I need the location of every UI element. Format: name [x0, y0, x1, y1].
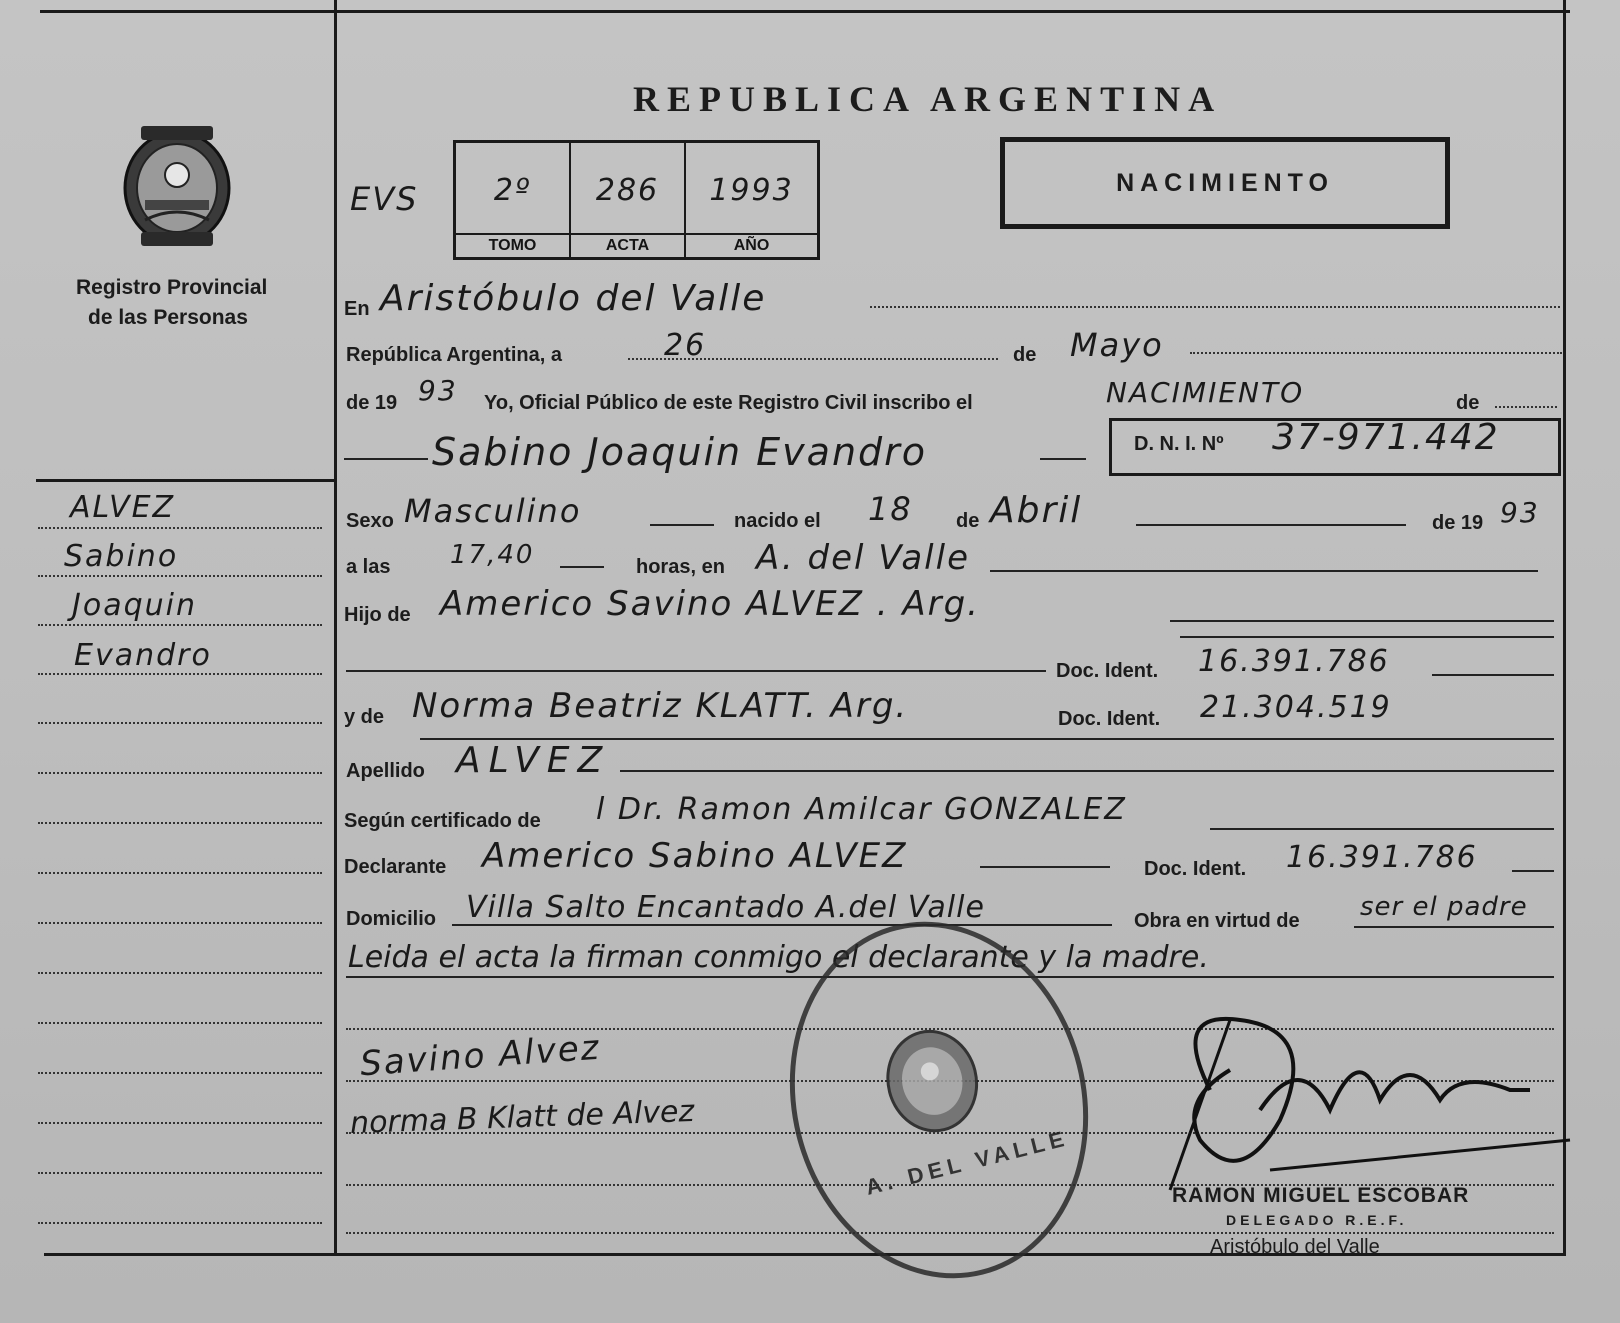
margin-line: [38, 872, 322, 874]
dni-value: 37-971.442: [1272, 417, 1500, 458]
father-doc: 16.391.786: [1198, 644, 1390, 679]
oficial-text: Yo, Oficial Público de este Registro Civil inscribo el: [484, 392, 973, 414]
sexo-label: Sexo: [346, 510, 394, 532]
margin-line: [38, 922, 322, 924]
tomo-label: TOMO: [456, 233, 569, 255]
stamp-place: A. DEL VALLE: [863, 1125, 1072, 1200]
ano-label: AÑO: [686, 233, 817, 255]
dni-label: D. N. I. Nº: [1134, 433, 1224, 455]
hour-value: 17,40: [450, 540, 535, 570]
apellido-label: Apellido: [346, 760, 425, 782]
ano-cell: [686, 143, 817, 257]
leida-text: Leida el acta la firman conmigo el declarante y la madre.: [348, 940, 1209, 975]
certificado-value: l Dr. Ramon Amilcar GONZALEZ: [596, 792, 1127, 827]
tomo-value: 2º: [493, 173, 532, 208]
en-label: En: [344, 298, 370, 320]
doc-label: Doc. Ident.: [1056, 660, 1159, 682]
day-value: 26: [664, 328, 707, 363]
horas-label: horas, en: [636, 556, 725, 578]
fill-line: [628, 358, 998, 360]
fill-line: [1210, 828, 1554, 830]
obra-label: Obra en virtud de: [1134, 910, 1300, 932]
declarante-doc: 16.391.786: [1286, 840, 1478, 875]
book-prefix: EVS: [350, 180, 419, 218]
record-type: NACIMIENTO: [1116, 168, 1334, 197]
page-title: REPUBLICA ARGENTINA: [633, 79, 1223, 119]
ano-value: 1993: [709, 173, 794, 208]
domicilio-label: Domicilio: [346, 908, 437, 930]
signature-declarante: Savino Alvez: [358, 1027, 602, 1085]
declarante-value: Americo Sabino ALVEZ: [482, 836, 908, 876]
place-value: Aristóbulo del Valle: [380, 278, 767, 319]
fill-line: [1512, 870, 1554, 872]
margin-line: [38, 1022, 322, 1024]
birth-day: 18: [868, 490, 913, 528]
apellido-value: ALVEZ: [456, 740, 611, 781]
margin-line: [38, 722, 322, 724]
fill-line: [1136, 524, 1406, 526]
margin-divider: [36, 479, 336, 482]
birth-year-suffix: 93: [1500, 496, 1540, 529]
stamp-seal-icon: [870, 1016, 994, 1147]
officer-place: Aristóbulo del Valle: [1210, 1236, 1380, 1258]
mother-doc: 21.304.519: [1200, 690, 1392, 725]
fill-line: [1170, 620, 1554, 622]
column-divider: [334, 0, 337, 1255]
margin-line: [38, 1222, 322, 1224]
mother-value: Norma Beatriz KLATT. Arg.: [412, 686, 909, 726]
dni-box: [1109, 418, 1561, 476]
month-value: Mayo: [1070, 326, 1164, 364]
full-name: Sabino Joaquin Evandro: [432, 430, 928, 474]
de-label-2: de: [1456, 392, 1480, 414]
father-value: Americo Savino ALVEZ . Arg.: [440, 584, 980, 624]
officer-name: RAMON MIGUEL ESCOBAR: [1172, 1184, 1470, 1207]
record-type-box: [1000, 137, 1450, 229]
fill-line: [870, 306, 1560, 308]
margin-name-3: Joaquin: [72, 588, 197, 623]
registry-name-line1: Registro Provincial: [76, 276, 268, 299]
record-hand: NACIMIENTO: [1106, 376, 1305, 409]
doc-label-3: Doc. Ident.: [1144, 858, 1247, 880]
acta-value: 286: [595, 173, 660, 208]
margin-line: [38, 527, 322, 529]
fill-line: [1040, 458, 1086, 460]
fill-line: [452, 924, 1112, 926]
fill-line: [620, 770, 1554, 772]
declarante-label: Declarante: [344, 856, 447, 878]
fill-line: [1495, 406, 1557, 408]
birth-month: Abril: [990, 490, 1083, 531]
obra-value: ser el padre: [1360, 892, 1528, 922]
fill-line: [1190, 352, 1562, 354]
a-las-label: a las: [346, 556, 391, 578]
y-de-label: y de: [344, 706, 385, 728]
fill-line: [990, 570, 1538, 572]
margin-line: [38, 1172, 322, 1174]
acta-cell: [571, 143, 686, 257]
doc-label-2: Doc. Ident.: [1058, 708, 1161, 730]
margin-line: [38, 624, 322, 626]
margin-name-1: ALVEZ: [70, 490, 176, 525]
fill-line: [560, 566, 604, 568]
republica-label: República Argentina, a: [346, 344, 562, 366]
margin-line: [38, 822, 322, 824]
tomo-cell: [456, 143, 571, 257]
birth-year-prefix: de 19: [1432, 512, 1484, 534]
officer-title: DELEGADO R.E.F.: [1226, 1212, 1408, 1228]
de-label: de: [1013, 344, 1037, 366]
domicilio-value: Villa Salto Encantado A.del Valle: [466, 890, 985, 925]
fill-line: [346, 670, 1046, 672]
sexo-value: Masculino: [404, 492, 582, 530]
book-reference-box: [453, 140, 820, 260]
margin-name-4: Evandro: [74, 638, 212, 673]
margin-line: [38, 1072, 322, 1074]
fill-line: [980, 866, 1110, 868]
officer-signature-icon: [1110, 990, 1580, 1210]
de-label-3: de: [956, 510, 980, 532]
fill-line: [1180, 636, 1554, 638]
margin-name-2: Sabino: [64, 539, 179, 574]
nacido-label: nacido el: [734, 510, 821, 532]
hijo-label: Hijo de: [344, 604, 411, 626]
margin-line: [38, 1122, 322, 1124]
coat-of-arms-icon: [115, 120, 240, 252]
segun-label: Según certificado de: [344, 810, 541, 832]
fill-line: [344, 458, 428, 460]
birth-place: A. del Valle: [756, 538, 970, 578]
acta-label: ACTA: [571, 233, 684, 255]
margin-line: [38, 772, 322, 774]
year-suffix: 93: [418, 374, 458, 407]
fill-line: [1354, 926, 1554, 928]
margin-line: [38, 972, 322, 974]
fill-line: [1432, 674, 1554, 676]
signature-mother: norma B Klatt de Alvez: [349, 1094, 695, 1141]
margin-line: [38, 673, 322, 675]
year-prefix: de 19: [346, 392, 398, 414]
top-border: [40, 10, 1570, 13]
registry-name-line2: de las Personas: [88, 306, 248, 329]
margin-line: [38, 575, 322, 577]
fill-line: [650, 524, 714, 526]
